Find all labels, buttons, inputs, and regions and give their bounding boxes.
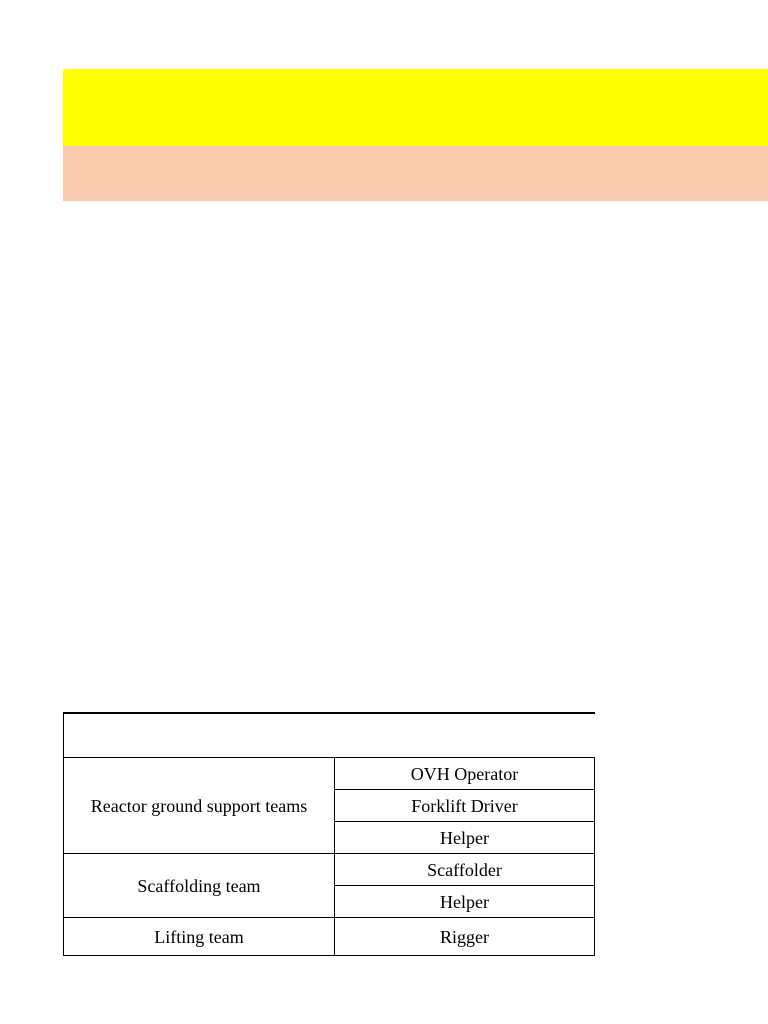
role-cell-helper: Helper: [335, 822, 595, 854]
team-cell-reactor-ground-support: Reactor ground support teams: [64, 758, 335, 854]
table-row: [64, 918, 595, 956]
role-cell-scaffolder: Scaffolder: [335, 854, 595, 886]
subheader-band: [63, 146, 768, 201]
table-header-cell: [64, 713, 595, 758]
table-row: [64, 758, 595, 790]
team-roles-table: [63, 712, 595, 956]
role-cell-forklift-driver: Forklift Driver: [335, 790, 595, 822]
team-cell-scaffolding: Scaffolding team: [64, 854, 335, 918]
role-cell-helper: Helper: [335, 886, 595, 918]
role-cell-rigger: Rigger: [335, 918, 595, 956]
table-header-row: [64, 713, 595, 758]
header-band: [63, 69, 768, 146]
team-cell-lifting: Lifting team: [64, 918, 335, 956]
table-row: [64, 854, 595, 886]
role-cell-ovh-operator: OVH Operator: [335, 758, 595, 790]
